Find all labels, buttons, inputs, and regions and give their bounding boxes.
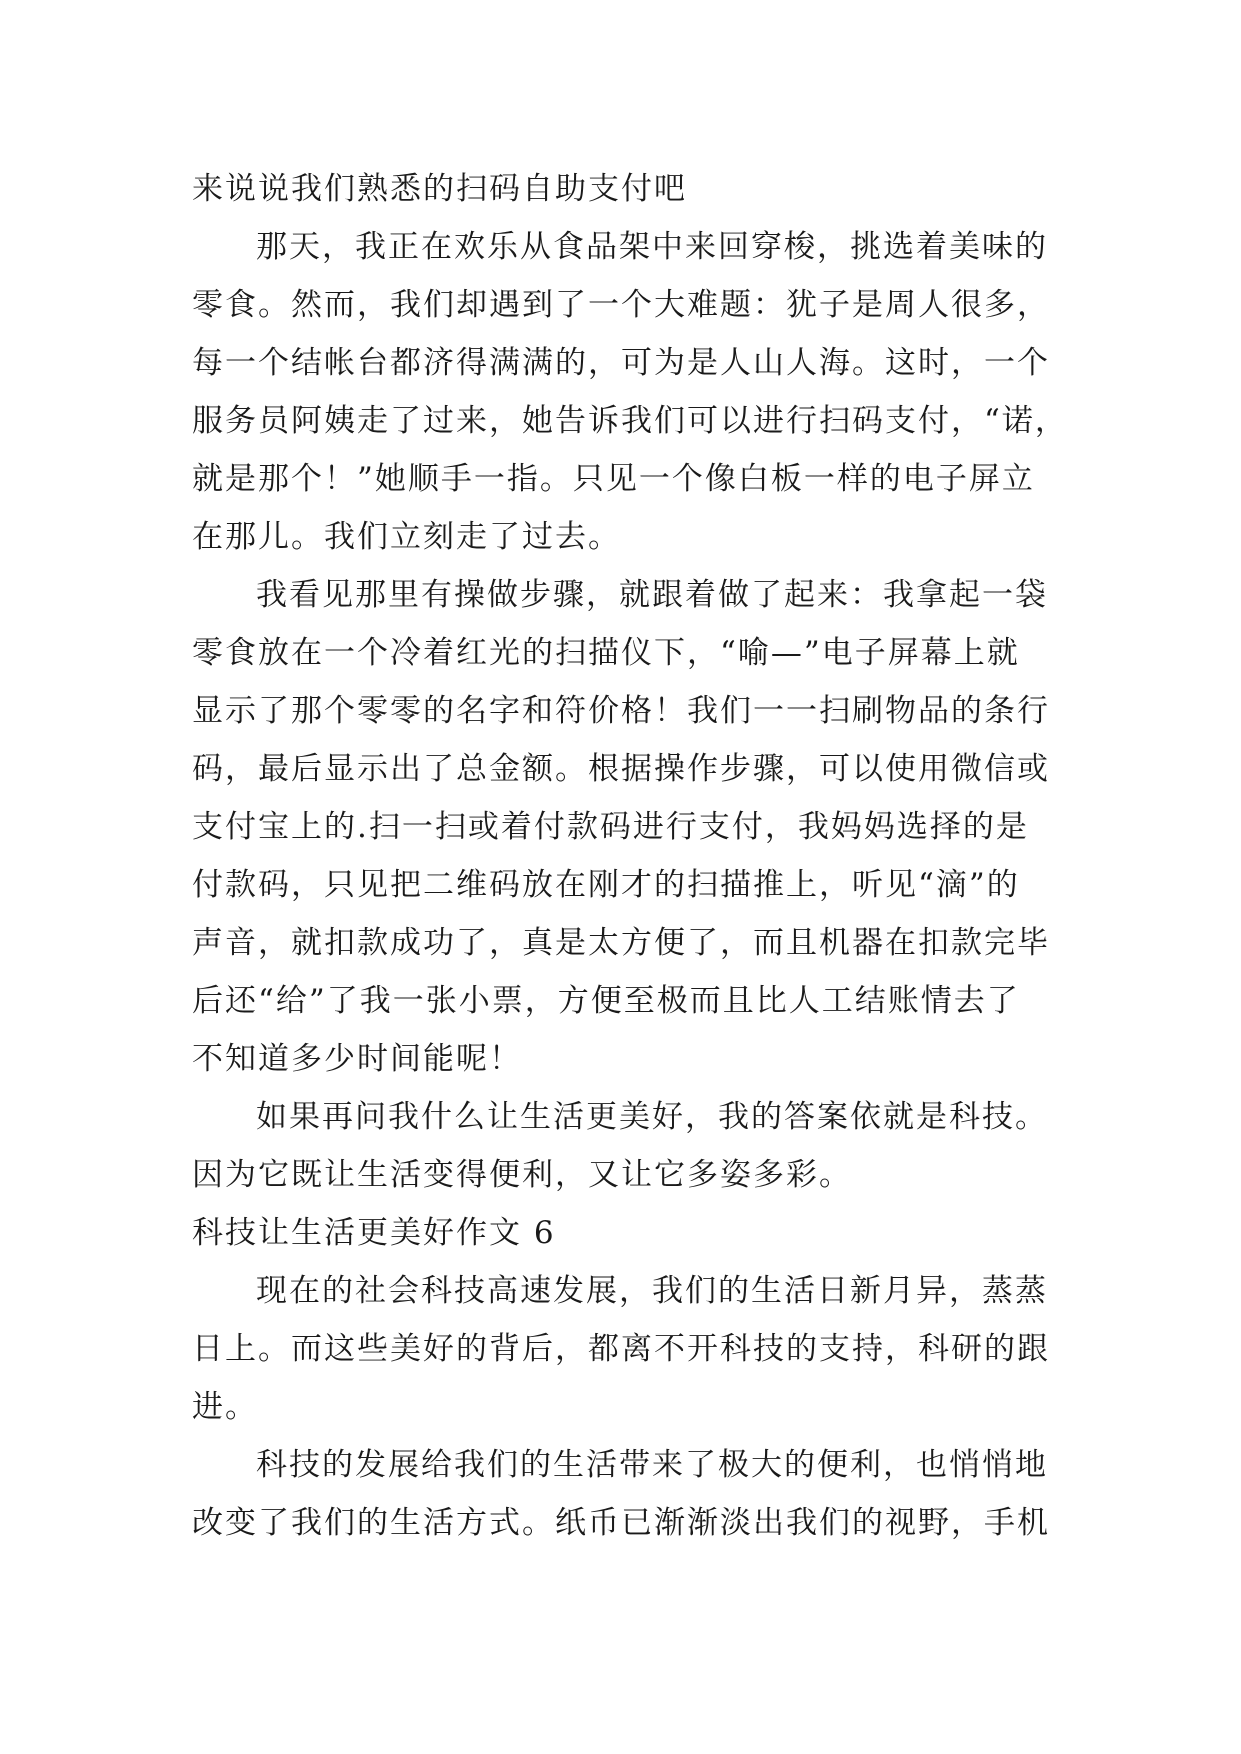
document-body (192, 160, 1072, 1552)
text-line: 在那儿。我们立刻走了过去。 (192, 519, 621, 555)
text-line: 不知道多少时间能呢！ (192, 1041, 522, 1077)
text-line: 因为它既让生活变得便利，又让它多姿多彩。 (192, 1157, 852, 1193)
text-line: 来说说我们熟悉的扫码自助支付吧 (192, 171, 687, 207)
text-line: 进。 (192, 1389, 258, 1425)
text-line: 科技的发展给我们的生活带来了极大的便利，也悄悄地 (256, 1447, 1048, 1483)
text-line: 付款码，只见把二维码放在刚才的扫描推上，听见“滴”的 (192, 867, 1020, 903)
text-line: 声音，就扣款成功了，真是太方便了，而且机器在扣款完毕 (192, 925, 1050, 961)
text-line: 现在的社会科技高速发展，我们的生活日新月异，蒸蒸 (256, 1273, 1048, 1309)
text-line: 显示了那个零零的名字和符价格！我们一一扫刷物品的条行 (192, 693, 1050, 729)
text-line: 日上。而这些美好的背后，都离不开科技的支持，科研的跟 (192, 1331, 1050, 1367)
text-line: 每一个结帐台都济得满满的，可为是人山人海。这时，一个 (192, 345, 1050, 381)
text-line: 服务员阿姨走了过来，她告诉我们可以进行扫码支付，“诺， (192, 403, 1068, 439)
text-line: 改变了我们的生活方式。纸币已渐渐淡出我们的视野，手机 (192, 1505, 1050, 1541)
text-line: 如果再问我什么让生活更美好，我的答案依就是科技。 (256, 1099, 1048, 1135)
text-line: 那天，我正在欢乐从食品架中来回穿梭，挑选着美味的 (256, 229, 1048, 265)
text-line: 我看见那里有操做步骤，就跟着做了起来：我拿起一袋 (256, 577, 1048, 613)
text-line: 后还“给”了我一张小票，方便至极而且比人工结账情去了 (192, 983, 1020, 1019)
text-line: 零食。然而，我们却遇到了一个大难题：犹子是周人很多， (192, 287, 1050, 323)
text-line: 支付宝上的.扫一扫或着付款码进行支付，我妈妈选择的是 (192, 809, 1029, 845)
text-line: 零食放在一个冷着红光的扫描仪下，“喻—”电子屏幕上就 (192, 635, 1020, 671)
text-line: 码，最后显示出了总金额。根据操作步骤，可以使用微信或 (192, 751, 1050, 787)
section-heading: 科技让生活更美好作文 6 (192, 1215, 556, 1251)
text-line: 就是那个！”她顺手一指。只见一个像白板一样的电子屏立 (192, 461, 1035, 497)
